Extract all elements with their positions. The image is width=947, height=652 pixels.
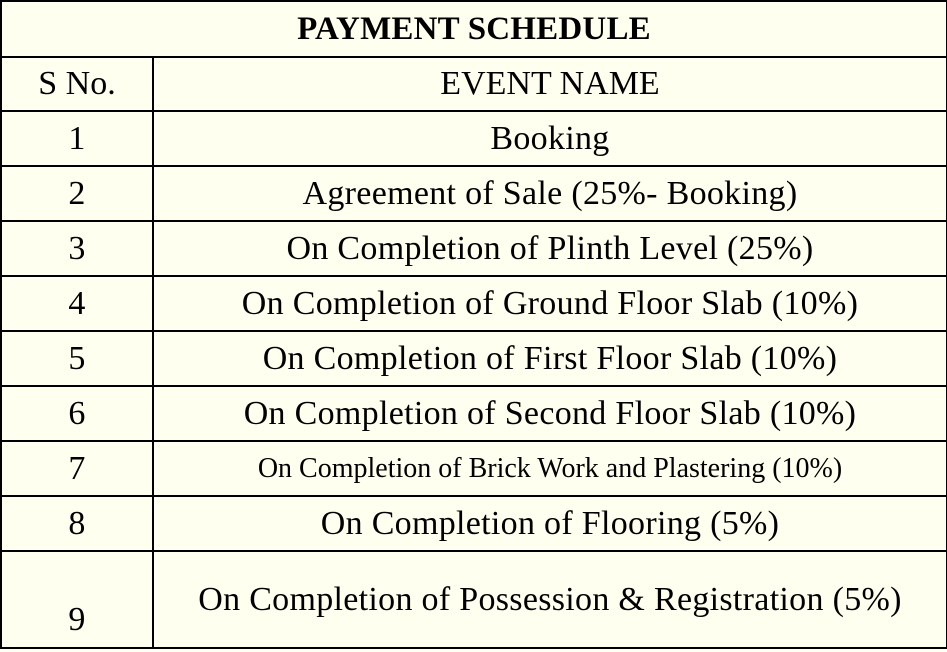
event-name-cell: On Completion of Possession & Registration (5%) [153, 551, 947, 648]
table-title-row [1, 1, 947, 57]
table-row [1, 386, 947, 441]
sno-cell: 9 [1, 551, 153, 648]
event-name-cell: Agreement of Sale (25%- Booking) [153, 166, 947, 221]
column-header-row [1, 57, 947, 111]
event-name-cell: On Completion of Second Floor Slab (10%) [153, 386, 947, 441]
event-name-cell: On Completion of Flooring (5%) [153, 496, 947, 551]
table-row [1, 276, 947, 331]
sno-cell: 8 [1, 496, 153, 551]
sno-column-header: S No. [1, 57, 153, 111]
event-name-cell: On Completion of First Floor Slab (10%) [153, 331, 947, 386]
event-name-column-header: EVENT NAME [153, 57, 947, 111]
table-row [1, 111, 947, 166]
table-row [1, 551, 947, 648]
sno-cell: 7 [1, 441, 153, 496]
event-name-cell: On Completion of Ground Floor Slab (10%) [153, 276, 947, 331]
table-row [1, 331, 947, 386]
event-name-cell: On Completion of Plinth Level (25%) [153, 221, 947, 276]
event-name-cell: Booking [153, 111, 947, 166]
sno-cell: 6 [1, 386, 153, 441]
sno-cell: 2 [1, 166, 153, 221]
table-row [1, 221, 947, 276]
sno-cell: 1 [1, 111, 153, 166]
table-row [1, 441, 947, 496]
event-name-cell: On Completion of Brick Work and Plastering (10%) [153, 441, 947, 496]
sno-cell: 3 [1, 221, 153, 276]
sno-cell: 5 [1, 331, 153, 386]
sno-cell: 4 [1, 276, 153, 331]
table-title: PAYMENT SCHEDULE [1, 1, 947, 57]
table-row [1, 496, 947, 551]
table-row [1, 166, 947, 221]
